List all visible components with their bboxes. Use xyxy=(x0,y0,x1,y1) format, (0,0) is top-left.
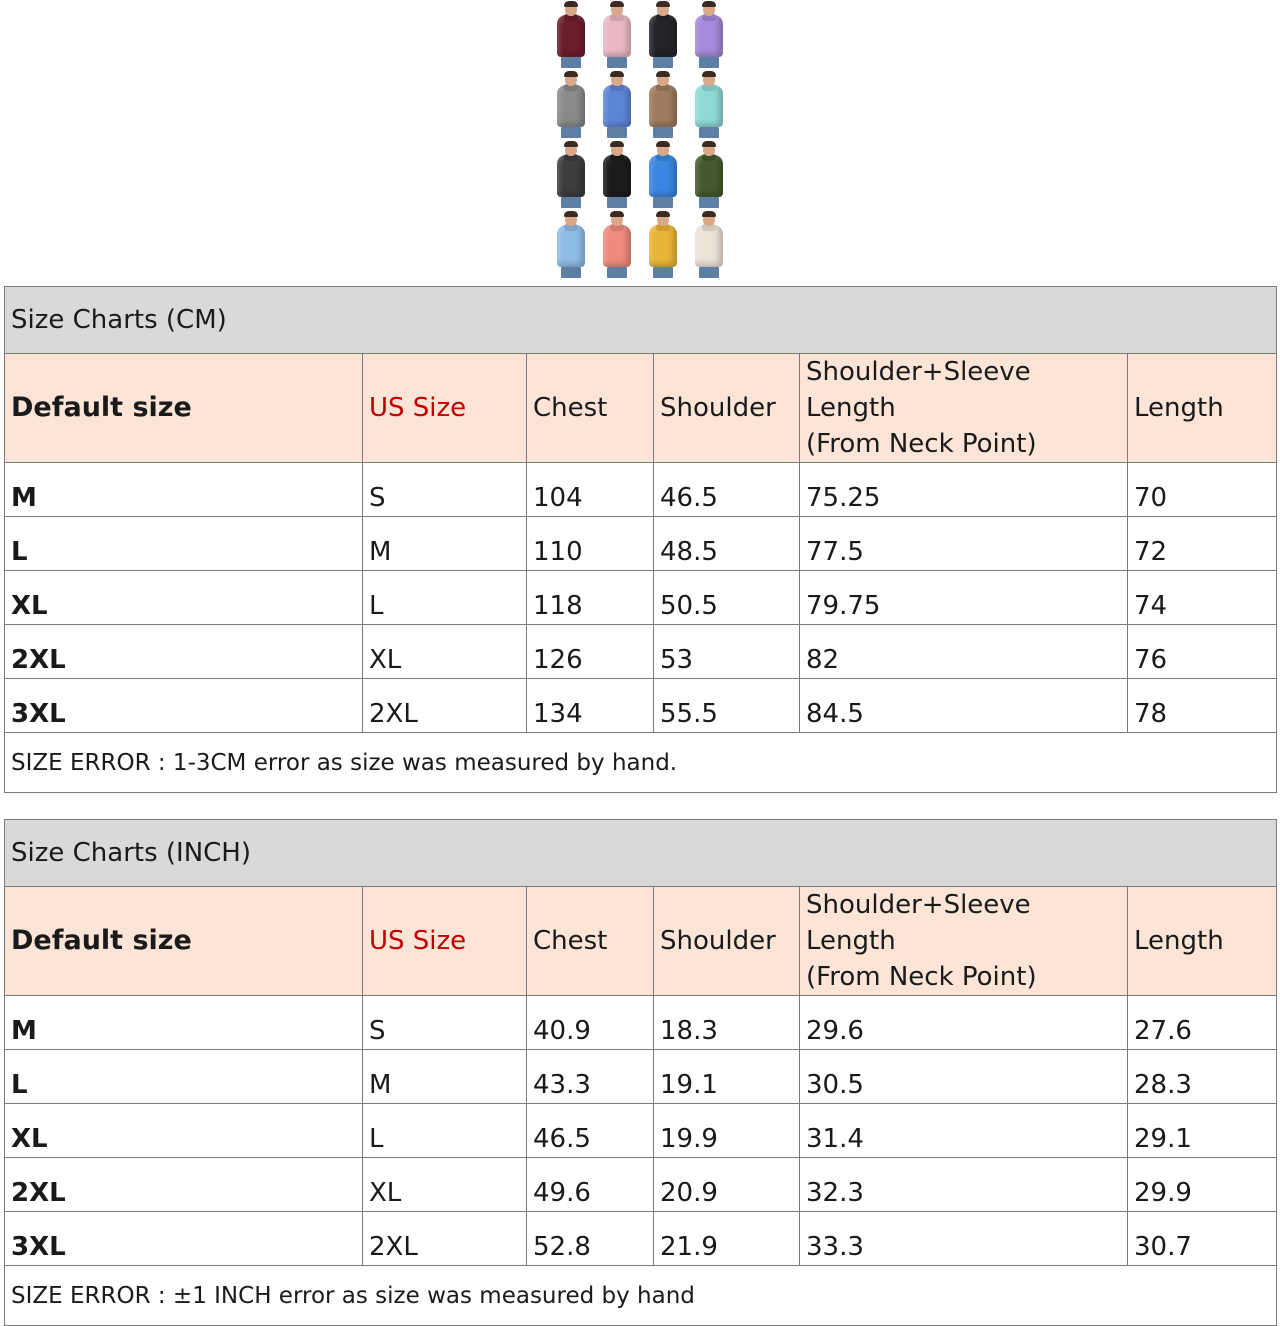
cell-default-size: L xyxy=(5,517,363,571)
cell-us-size: S xyxy=(363,996,527,1050)
table-row xyxy=(5,1212,1277,1266)
jeans xyxy=(561,127,581,138)
sweater-torso xyxy=(695,225,723,267)
header-shoulder: Shoulder xyxy=(654,354,800,463)
model-hair xyxy=(564,71,578,77)
cell-us-size: M xyxy=(363,1050,527,1104)
product-color-swatch xyxy=(640,210,686,280)
cell-us-size: L xyxy=(363,571,527,625)
table-row xyxy=(5,517,1277,571)
cell-us-size: XL xyxy=(363,625,527,679)
sweater-torso xyxy=(557,155,585,197)
cell-chest: 134 xyxy=(527,679,654,733)
model-hair xyxy=(610,71,624,77)
product-color-swatch xyxy=(686,70,732,140)
model-hair xyxy=(702,1,716,7)
sweater-torso xyxy=(649,155,677,197)
cell-chest: 40.9 xyxy=(527,996,654,1050)
product-color-swatch xyxy=(686,210,732,280)
header-chest: Chest xyxy=(527,354,654,463)
cell-shoulder: 55.5 xyxy=(654,679,800,733)
model-hair xyxy=(656,1,670,7)
cell-sleeve-length: 82 xyxy=(800,625,1128,679)
cell-shoulder: 19.9 xyxy=(654,1104,800,1158)
cell-shoulder: 19.1 xyxy=(654,1050,800,1104)
cell-shoulder: 18.3 xyxy=(654,996,800,1050)
header-shoulder: Shoulder xyxy=(654,887,800,996)
header-sleeve-line2: (From Neck Point) xyxy=(806,429,1037,459)
product-color-swatch xyxy=(594,70,640,140)
table-row xyxy=(5,1050,1277,1104)
cell-chest: 52.8 xyxy=(527,1212,654,1266)
product-color-swatch xyxy=(548,210,594,280)
cell-shoulder: 21.9 xyxy=(654,1212,800,1266)
model-hair xyxy=(702,71,716,77)
header-default-size: Default size xyxy=(5,354,363,463)
product-color-swatch xyxy=(686,0,732,70)
cell-default-size: 2XL xyxy=(5,625,363,679)
cell-length: 27.6 xyxy=(1128,996,1277,1050)
sweater-torso xyxy=(603,15,631,57)
cell-length: 72 xyxy=(1128,517,1277,571)
cell-us-size: L xyxy=(363,1104,527,1158)
model-hair xyxy=(610,211,624,217)
sweater-torso xyxy=(603,85,631,127)
sweater-torso xyxy=(557,225,585,267)
sweater-torso xyxy=(603,225,631,267)
cell-length: 78 xyxy=(1128,679,1277,733)
model-hair xyxy=(702,211,716,217)
cell-default-size: M xyxy=(5,996,363,1050)
cell-shoulder: 20.9 xyxy=(654,1158,800,1212)
cell-length: 76 xyxy=(1128,625,1277,679)
jeans xyxy=(561,197,581,208)
cell-chest: 104 xyxy=(527,463,654,517)
product-color-swatch xyxy=(594,140,640,210)
cell-length: 74 xyxy=(1128,571,1277,625)
cell-length: 70 xyxy=(1128,463,1277,517)
cell-sleeve-length: 30.5 xyxy=(800,1050,1128,1104)
cell-default-size: XL xyxy=(5,1104,363,1158)
cell-sleeve-length: 79.75 xyxy=(800,571,1128,625)
header-sleeve-line1: Shoulder+Sleeve Length xyxy=(806,890,1031,956)
jeans xyxy=(699,127,719,138)
cell-chest: 46.5 xyxy=(527,1104,654,1158)
header-length: Length xyxy=(1128,887,1277,996)
cell-sleeve-length: 32.3 xyxy=(800,1158,1128,1212)
jeans xyxy=(607,267,627,278)
cell-length: 29.9 xyxy=(1128,1158,1277,1212)
table-row xyxy=(5,996,1277,1050)
model-hair xyxy=(656,71,670,77)
cell-us-size: 2XL xyxy=(363,679,527,733)
cell-sleeve-length: 29.6 xyxy=(800,996,1128,1050)
model-hair xyxy=(656,211,670,217)
product-color-swatch xyxy=(686,140,732,210)
cell-us-size: S xyxy=(363,463,527,517)
cell-default-size: M xyxy=(5,463,363,517)
product-color-swatch xyxy=(594,0,640,70)
jeans xyxy=(653,127,673,138)
cell-chest: 110 xyxy=(527,517,654,571)
model-hair xyxy=(564,211,578,217)
sweater-torso xyxy=(557,15,585,57)
chart-title: Size Charts (CM) xyxy=(5,287,1277,354)
cell-shoulder: 46.5 xyxy=(654,463,800,517)
sweater-torso xyxy=(557,85,585,127)
cell-shoulder: 48.5 xyxy=(654,517,800,571)
jeans xyxy=(561,57,581,68)
cell-sleeve-length: 77.5 xyxy=(800,517,1128,571)
product-color-grid xyxy=(548,0,732,280)
cell-us-size: M xyxy=(363,517,527,571)
table-row xyxy=(5,1158,1277,1212)
product-color-swatch xyxy=(640,70,686,140)
model-hair xyxy=(702,141,716,147)
product-color-swatch xyxy=(548,0,594,70)
table-row xyxy=(5,625,1277,679)
table-row xyxy=(5,463,1277,517)
size-error-note: SIZE ERROR : 1-3CM error as size was measured by hand. xyxy=(5,733,1277,793)
header-default-size: Default size xyxy=(5,887,363,996)
cell-chest: 118 xyxy=(527,571,654,625)
jeans xyxy=(653,267,673,278)
table-row xyxy=(5,1104,1277,1158)
header-length: Length xyxy=(1128,354,1277,463)
model-hair xyxy=(564,141,578,147)
size-chart-cm xyxy=(4,286,1277,793)
jeans xyxy=(699,197,719,208)
sweater-torso xyxy=(649,15,677,57)
sweater-torso xyxy=(649,225,677,267)
sweater-torso xyxy=(695,155,723,197)
table-row xyxy=(5,679,1277,733)
chart-title: Size Charts (INCH) xyxy=(5,820,1277,887)
header-row xyxy=(5,887,1277,996)
product-color-swatch xyxy=(640,140,686,210)
header-us-size: US Size xyxy=(363,887,527,996)
cell-sleeve-length: 33.3 xyxy=(800,1212,1128,1266)
cell-us-size: XL xyxy=(363,1158,527,1212)
cell-shoulder: 50.5 xyxy=(654,571,800,625)
jeans xyxy=(653,57,673,68)
cell-shoulder: 53 xyxy=(654,625,800,679)
jeans xyxy=(699,57,719,68)
jeans xyxy=(561,267,581,278)
product-color-swatch xyxy=(594,210,640,280)
model-hair xyxy=(610,141,624,147)
sweater-torso xyxy=(649,85,677,127)
size-error-note: SIZE ERROR : ±1 INCH error as size was measured by hand xyxy=(5,1266,1277,1326)
sweater-torso xyxy=(603,155,631,197)
model-hair xyxy=(564,1,578,7)
header-us-size: US Size xyxy=(363,354,527,463)
header-chest: Chest xyxy=(527,887,654,996)
cell-chest: 43.3 xyxy=(527,1050,654,1104)
jeans xyxy=(653,197,673,208)
sweater-torso xyxy=(695,85,723,127)
header-sleeve-line2: (From Neck Point) xyxy=(806,962,1037,992)
header-sleeve-length xyxy=(800,354,1128,463)
header-sleeve-length xyxy=(800,887,1128,996)
header-sleeve-line1: Shoulder+Sleeve Length xyxy=(806,357,1031,423)
cell-default-size: XL xyxy=(5,571,363,625)
sweater-torso xyxy=(695,15,723,57)
jeans xyxy=(607,127,627,138)
table-row xyxy=(5,571,1277,625)
product-color-swatch xyxy=(548,70,594,140)
cell-chest: 126 xyxy=(527,625,654,679)
cell-us-size: 2XL xyxy=(363,1212,527,1266)
cell-sleeve-length: 31.4 xyxy=(800,1104,1128,1158)
cell-default-size: 3XL xyxy=(5,1212,363,1266)
cell-default-size: 2XL xyxy=(5,1158,363,1212)
jeans xyxy=(607,197,627,208)
cell-sleeve-length: 84.5 xyxy=(800,679,1128,733)
product-color-swatch xyxy=(548,140,594,210)
cell-default-size: L xyxy=(5,1050,363,1104)
cell-sleeve-length: 75.25 xyxy=(800,463,1128,517)
cell-default-size: 3XL xyxy=(5,679,363,733)
cell-length: 28.3 xyxy=(1128,1050,1277,1104)
size-chart-inch xyxy=(4,819,1277,1326)
header-row xyxy=(5,354,1277,463)
cell-length: 29.1 xyxy=(1128,1104,1277,1158)
cell-length: 30.7 xyxy=(1128,1212,1277,1266)
jeans xyxy=(607,57,627,68)
jeans xyxy=(699,267,719,278)
model-hair xyxy=(656,141,670,147)
model-hair xyxy=(610,1,624,7)
cell-chest: 49.6 xyxy=(527,1158,654,1212)
product-color-swatch xyxy=(640,0,686,70)
